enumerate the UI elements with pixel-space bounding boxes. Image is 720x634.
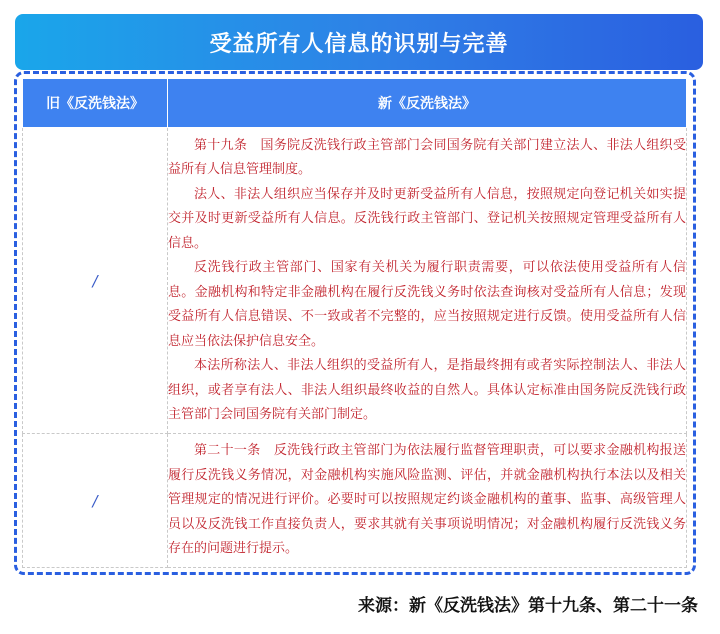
article-19-para-1: 第十九条 国务院反洗钱行政主管部门会同国务院有关部门建立法人、非法人组织受益所有人信息管理制度。 [168,137,686,177]
table-row [23,128,687,434]
column-header-old: 旧《反洗钱法》 [23,79,168,128]
article-19-para-3: 反洗钱行政主管部门、国家有关机关为履行职责需要，可以依法使用受益所有人信息。金融机构和特定非金融机构在履行反洗钱义务时依法查询核对受益所有人信息；发现受益所有人信息错误、不一致或者不完整的，应当按照规定进行反馈。使用受益所有人信息应当依法保护信息安全。 [168,260,686,349]
source-caption: 来源：新《反洗钱法》第十九条、第二十一条 [358,596,698,616]
new-law-cell [168,128,687,434]
table-row [23,434,687,568]
comparison-table [22,78,687,568]
page-title: 受益所有人信息的识别与完善 [15,14,703,70]
article-19-para-4: 本法所称法人、非法人组织的受益所有人，是指最终拥有或者实际控制法人、非法人组织，或者享有法人、非法人组织最终收益的自然人。具体认定标准由国务院反洗钱行政主管部门会同国务院有关部门制定。 [168,358,686,422]
new-law-cell [168,434,687,568]
column-header-new: 新《反洗钱法》 [168,79,687,128]
article-21-para-1: 第二十一条 反洗钱行政主管部门为依法履行监督管理职责，可以要求金融机构报送履行反洗钱义务情况，对金融机构实施风险监测、评估，并就金融机构执行本法以及相关管理规定的情况进行评价。必要时可以按照规定约谈金融机构的董事、监事、高级管理人员以及反洗钱工作直接负责人，要求其就有关事项说明情况；对金融机构履行反洗钱义务存在的问题进行提示。 [168,443,686,557]
old-law-cell: / [23,434,168,568]
table-header-row [23,79,687,128]
old-law-cell: / [23,128,168,434]
article-19-para-2: 法人、非法人组织应当保存并及时更新受益所有人信息，按照规定向登记机关如实提交并及时更新受益所有人信息。反洗钱行政主管部门、登记机关按照规定管理受益所有人信息。 [168,186,686,251]
